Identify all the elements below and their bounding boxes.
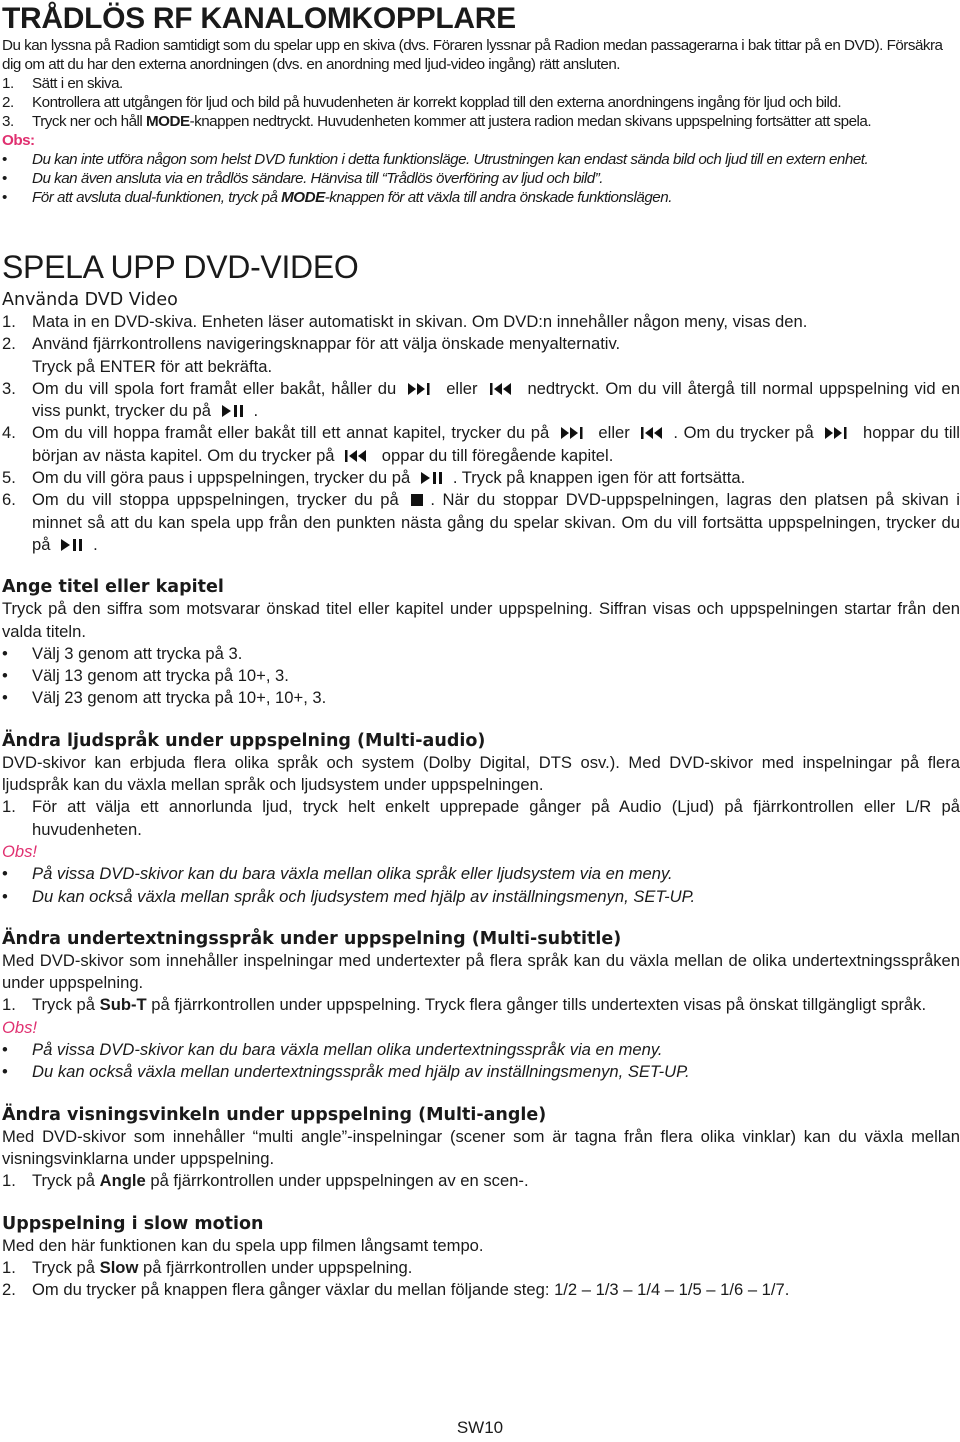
page-number: SW10	[456, 1418, 504, 1437]
list-item	[2, 1039, 960, 1061]
text-run: .	[93, 534, 98, 554]
list-item	[2, 378, 960, 423]
text-run: -knappen för att växla till andra önskade funktionslägen.	[324, 189, 672, 206]
list-number: 1.	[2, 1171, 16, 1191]
list-text	[32, 1257, 960, 1279]
list-item	[2, 1279, 960, 1301]
list-item	[2, 467, 960, 489]
list-number: 6.	[2, 490, 16, 510]
list-item	[2, 422, 960, 467]
previous-icon	[488, 382, 518, 396]
bullet: •	[2, 170, 7, 187]
text-run: Tryck på	[32, 1257, 100, 1277]
next-icon	[559, 426, 589, 440]
list-item	[2, 74, 960, 93]
list-text: Välj 13 genom att trycka på 10+, 3.	[32, 666, 289, 686]
list-text: Kontrollera att utgången för ljud och bild på huvudenheten är korrekt kopplad till den externa anordningens ingång för ljud och bild.	[32, 94, 842, 111]
text-run: Använd fjärrkontrollens navigeringsknappar för att välja önskade menyalternativ.	[32, 334, 621, 354]
list-item	[2, 643, 960, 665]
list-text	[32, 378, 960, 423]
next-icon	[823, 426, 853, 440]
stop-icon	[410, 493, 426, 507]
text-run: eller	[446, 378, 478, 398]
paragraph: DVD-skivor kan erbjuda flera olika språk och system (Dolby Digital, DTS osv.). Med DVD-skivor med inspelningar på flera ljudspråk kan du växla mellan språk och ljudsystem under uppspelningen.	[2, 752, 960, 795]
list-text	[32, 489, 960, 556]
text-run: på fjärrkontrollen under uppspelning. Tryck flera gånger tills undertexten visas på önskat tillgängligt språk.	[146, 995, 927, 1015]
obs-label: Obs!	[2, 841, 38, 861]
play-pause-icon	[419, 471, 449, 485]
text-run: För att avsluta dual-funktionen, tryck på	[32, 189, 282, 206]
list-text: Sätt i en skiva.	[32, 75, 123, 92]
text-run: oppar du till föregående kapitel.	[381, 445, 614, 465]
list-number: 4.	[2, 423, 16, 443]
list-text: För att välja ett annorlunda ljud, tryck helt enkelt upprepade gånger på Audio (Ljud) på fjärrkontrollen eller L/R på huvudenheten.	[32, 797, 960, 839]
list-item	[2, 188, 960, 207]
text-run: Om du vill göra paus i uppspelningen, trycker du på	[32, 468, 411, 488]
obs-label: Obs!	[2, 1017, 38, 1037]
text-run: . När du stoppar DVD-uppspelningen, lagras den platsen på skivan i minnet så att du kan spela upp från den punkten nästa gång du spelar skivan. Om du vill fortsätta uppspelningen, trycker du på	[32, 490, 960, 554]
list-text: Välj 23 genom att trycka på 10+, 10+, 3.	[32, 688, 327, 708]
bullet: •	[2, 864, 8, 884]
list-number: 1.	[2, 1257, 16, 1277]
text-run: .	[253, 401, 259, 421]
list-item	[2, 93, 960, 112]
list-item	[2, 112, 960, 131]
subsection-title: Ange titel eller kapitel	[2, 577, 224, 598]
subsection-title: Uppspelning i slow motion	[2, 1213, 264, 1234]
section-wireless-rf	[0, 2, 960, 207]
text-run: Om du vill hoppa framåt eller bakåt till ett annat kapitel, trycker du på	[32, 423, 550, 443]
list-item	[2, 863, 960, 885]
text-run: hoppar du till början av nästa kapitel. Om du trycker på	[32, 423, 960, 465]
paragraph: Med DVD-skivor som innehåller inspelningar med undertexter på flera språk kan du växla mellan de olika undertextningsspråken under uppspelning.	[2, 950, 960, 993]
text-run: på fjärrkontrollen under uppspelningen av en scen-.	[145, 1171, 529, 1191]
bullet: •	[2, 189, 7, 206]
subsection-title: Ändra ljudspråk under uppspelning (Multi-audio)	[2, 730, 486, 751]
list-number: 5.	[2, 468, 16, 488]
list-text: Välj 3 genom att trycka på 3.	[32, 643, 243, 663]
subsection-title: Ändra undertextningsspråk under uppspelning (Multi-subtitle)	[2, 928, 622, 949]
text-run: Tryck ner och håll	[32, 113, 147, 130]
list-number: 2.	[2, 334, 16, 354]
button-name: Sub-T	[99, 995, 147, 1015]
list-item	[2, 311, 960, 333]
section-title: SPELA UPP DVD-VIDEO	[2, 249, 359, 285]
button-name: Slow	[99, 1257, 139, 1277]
list-item	[2, 796, 960, 841]
list-number: 2.	[2, 1280, 16, 1300]
list-text	[32, 1170, 960, 1192]
obs-label: Obs:	[2, 132, 35, 149]
previous-icon	[639, 426, 669, 440]
list-item	[2, 1170, 960, 1192]
section-title: TRÅDLÖS RF KANALOMKOPPLARE	[2, 2, 516, 35]
paragraph: Med DVD-skivor som innehåller “multi angle”-inspelningar (scener som är tagna från flera olika vinklar) kan du växla mellan visningsvinklarna under uppspelning.	[2, 1126, 960, 1168]
text-run: nedtryckt. Om du vill återgå till normal uppspelning vid en viss punkt, trycker du på	[32, 378, 960, 421]
text-run: på fjärrkontrollen under uppspelning.	[138, 1257, 413, 1277]
bullet: •	[2, 688, 8, 708]
mode-label: MODE	[281, 189, 325, 206]
subsection-title: Ändra visningsvinkeln under uppspelning (Multi-angle)	[2, 1104, 547, 1125]
text-run: . Om du trycker på	[673, 423, 814, 443]
play-pause-icon	[220, 404, 250, 418]
text-run: Om du vill stoppa uppspelningen, trycker du på	[32, 490, 399, 510]
list-number: 1.	[2, 797, 16, 817]
paragraph: Med den här funktionen kan du spela upp filmen långsamt tempo.	[2, 1235, 484, 1255]
list-item	[2, 665, 960, 687]
list-text: Om du trycker på knappen flera gånger växlar du mellan följande steg: 1/2 – 1/3 – 1/4 – 1/5 – 1/6 – 1/7.	[32, 1280, 790, 1300]
button-name: Angle	[99, 1171, 146, 1191]
list-text	[32, 188, 960, 207]
text-run: -knappen nedtryckt. Huvudenheten kommer att justera radion medan skivans uppspelning fortsätter att spela.	[189, 113, 872, 130]
play-pause-icon	[59, 538, 89, 552]
bullet: •	[2, 151, 7, 168]
next-icon	[406, 382, 436, 396]
text-run: eller	[598, 423, 630, 443]
list-text	[32, 467, 960, 489]
list-number: 1.	[2, 75, 14, 92]
list-text	[32, 422, 960, 467]
list-item	[2, 150, 960, 169]
list-text: Du kan också växla mellan språk och ljudsystem med hjälp av inställningsmenyn, SET-UP.	[32, 886, 696, 906]
text-run: Tryck på	[32, 995, 100, 1015]
text-run: Tryck på ENTER för att bekräfta.	[32, 356, 273, 376]
subsection-title: Använda DVD Video	[2, 290, 178, 310]
list-text	[32, 994, 960, 1016]
bullet: •	[2, 666, 8, 686]
list-item	[2, 489, 960, 556]
bullet: •	[2, 886, 8, 906]
list-item	[2, 169, 960, 188]
intro-paragraph: Du kan lyssna på Radion samtidigt som du spelar upp en skiva (dvs. Föraren lyssnar på Radion medan passagerarna i bak tittar på en DVD). Försäkra dig om att du har den externa anordningen (dvs. en anordning med ljud-video ingång) rätt ansluten.	[2, 37, 943, 73]
list-number: 1.	[2, 995, 16, 1015]
list-text: På vissa DVD-skivor kan du bara växla mellan olika undertextningsspråk via en meny.	[32, 1040, 663, 1060]
bullet: •	[2, 643, 8, 663]
bullet: •	[2, 1062, 8, 1082]
text-run: Om du vill spola fort framåt eller bakåt, håller du	[32, 378, 397, 398]
list-number: 1.	[2, 312, 16, 331]
list-number: 2.	[2, 94, 14, 111]
list-item	[2, 687, 960, 709]
list-text: Du kan inte utföra någon som helst DVD funktion i detta funktionsläge. Utrustningen kan endast sända bild och ljud till en extern enhet.	[32, 151, 869, 168]
list-text	[32, 333, 960, 378]
list-text	[32, 112, 960, 131]
list-item	[2, 886, 960, 908]
list-text: På vissa DVD-skivor kan du bara växla mellan olika språk eller ljudsystem via en meny.	[32, 864, 673, 884]
bullet: •	[2, 1040, 8, 1060]
list-item	[2, 994, 960, 1016]
list-number: 3.	[2, 113, 14, 130]
section-play-dvd	[0, 249, 960, 1301]
text-run: Tryck på	[32, 1171, 100, 1191]
paragraph: Tryck på den siffra som motsvarar önskad titel eller kapitel under uppspelning. Siffran visas och uppspelningen startar från den valda titeln.	[2, 599, 960, 641]
list-item	[2, 1257, 960, 1279]
list-text: Du kan också växla mellan undertextningsspråk med hjälp av inställningsmenyn, SET-UP.	[32, 1062, 690, 1082]
mode-label: MODE	[146, 113, 190, 130]
list-item	[2, 333, 960, 378]
text-run: . Tryck på knappen igen för att fortsätta.	[452, 468, 746, 488]
list-text: Du kan även ansluta via en trådlös sändare. Hänvisa till “Trådlös överföring av ljud och bild”.	[32, 170, 604, 187]
list-number: 3.	[2, 378, 16, 398]
list-item	[2, 1061, 960, 1083]
previous-icon	[343, 449, 373, 463]
list-text: Mata in en DVD-skiva. Enheten läser automatiskt in skivan. Om DVD:n innehåller någon meny, visas den.	[32, 312, 808, 331]
